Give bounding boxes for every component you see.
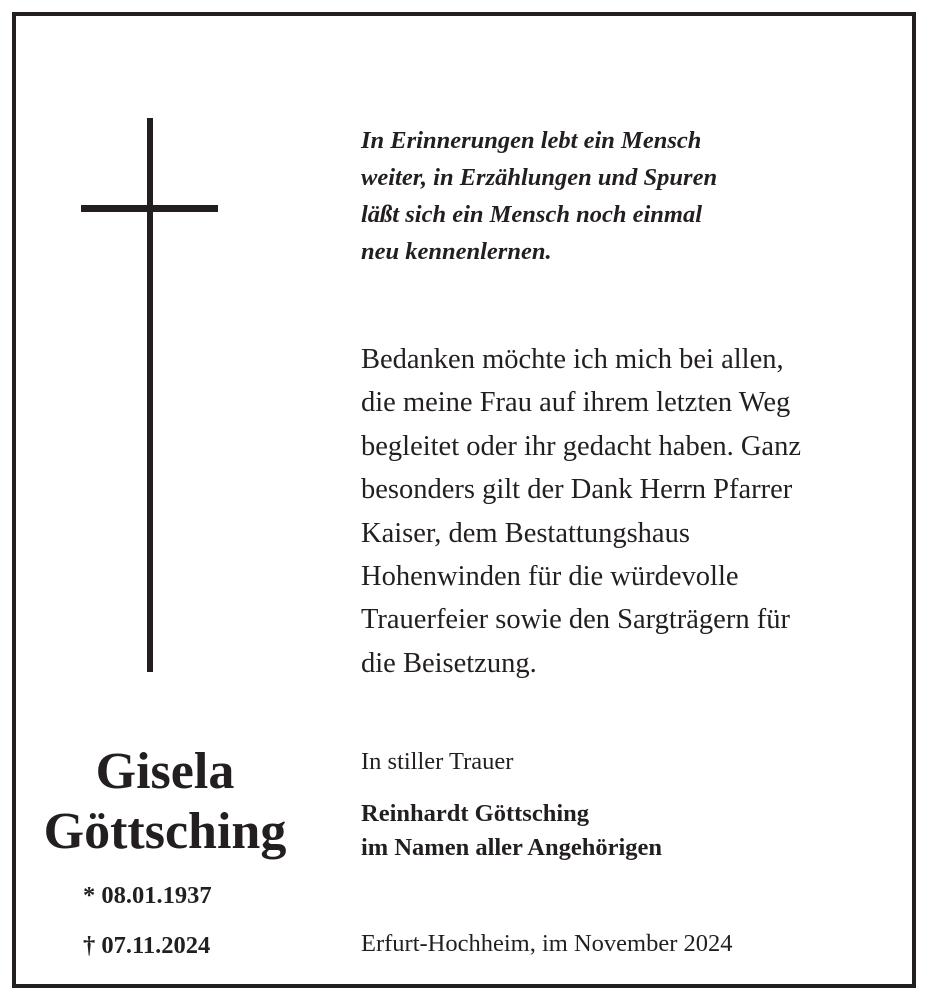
signer-name: Reinhardt Göttsching	[361, 800, 590, 827]
mourning-line: In stiller Trauer	[361, 748, 514, 775]
deceased-last-name: Göttsching	[43, 803, 287, 860]
thanks-line: Bedanken möchte ich mich bei allen,	[361, 344, 784, 375]
thanks-line: die Beisetzung.	[361, 647, 537, 679]
deceased-first-name: Gisela	[95, 743, 235, 800]
memorial-quote	[361, 122, 881, 270]
cross-vertical-bar	[147, 118, 153, 672]
signers-block	[361, 797, 662, 865]
thanks-line: besonders gilt der Dank Herrn Pfarrer	[361, 474, 793, 506]
thanks-line: Hohenwinden für die würdevolle	[361, 561, 739, 593]
quote-line: weiter, in Erzählungen und Spuren	[361, 164, 718, 191]
thanks-paragraph	[361, 338, 901, 685]
signer-subtitle: im Namen aller Angehörigen	[361, 834, 663, 861]
birth-date: * 08.01.1937	[83, 882, 212, 909]
quote-line: neu kennenlernen.	[361, 238, 552, 265]
thanks-line: die meine Frau auf ihrem letzten Weg	[361, 387, 791, 419]
thanks-line: Trauerfeier sowie den Sargträgern für	[361, 604, 790, 636]
cross-horizontal-bar	[81, 205, 218, 212]
quote-line: läßt sich ein Mensch noch einmal	[361, 201, 703, 228]
deceased-name	[20, 742, 310, 862]
death-date: † 07.11.2024	[83, 932, 211, 959]
quote-line: In Erinnerungen lebt ein Mensch	[361, 127, 702, 154]
place-and-date: Erfurt-Hochheim, im November 2024	[361, 930, 733, 957]
thanks-line: Kaiser, dem Bestattungshaus	[361, 517, 690, 549]
thanks-line: begleitet oder ihr gedacht haben. Ganz	[361, 430, 801, 462]
